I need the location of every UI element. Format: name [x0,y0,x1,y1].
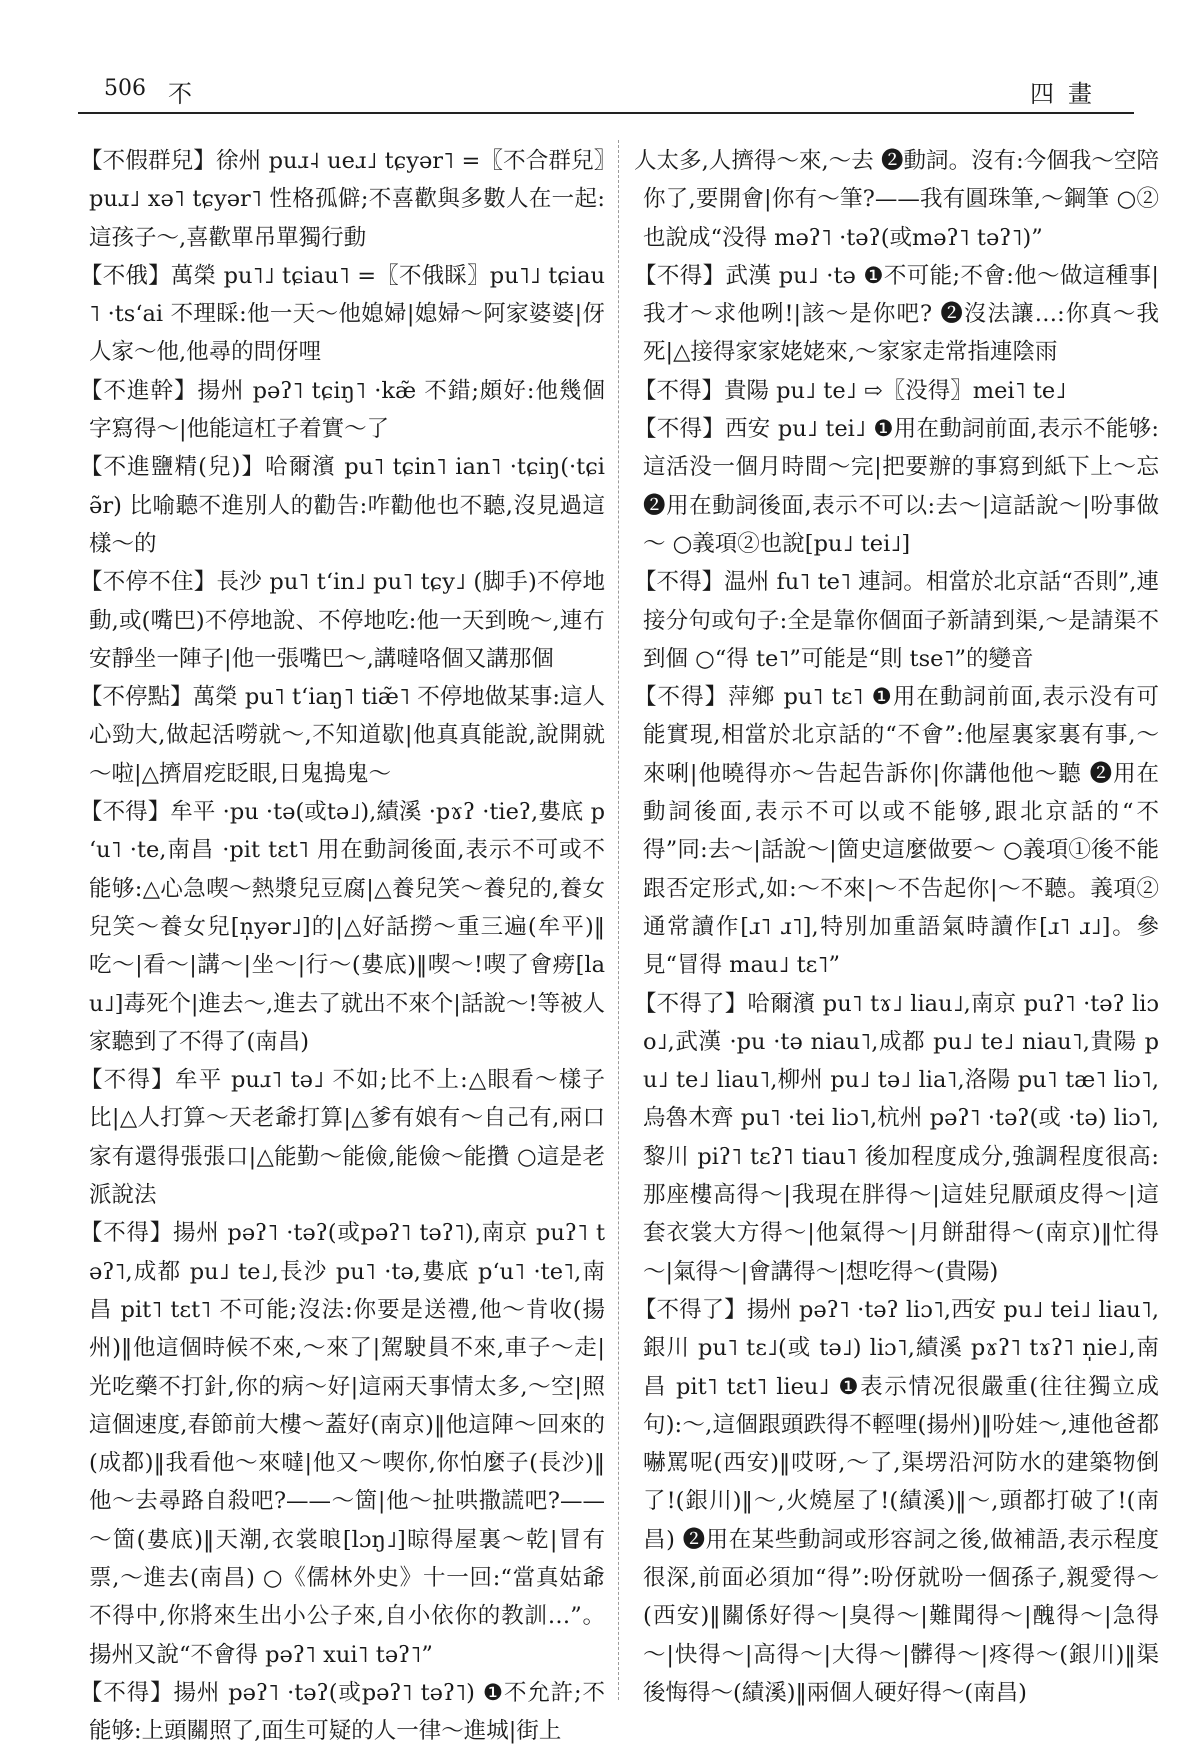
dictionary-entry: 【不得】牟平 puɹ˥ tə˩ 不如;比不上:△眼看～樣子比|△人打算～天老爺打算|△爹有娘有～自己有,兩口家有還得張張口|△能勤～能儉,能儉～能攢 ○這是老派說法 [80,1067,605,1209]
section-title: 四畫 [1030,80,1106,108]
dictionary-entry: 人太多,人擠得～來,～去 ❷動詞。沒有:今個我～空陪你了,要開會|你有～筆?——我有圓珠筆,～鋼筆 ○②也說成“没得 məʔ˥ ·təʔ(或məʔ˥ təʔ˥)” [634,148,1159,251]
dictionary-entry: 【不得了】揚州 pəʔ˥ ·təʔ liɔ˥,西安 pu˩ tei˩ liau˥,銀川 pu˥ tɛ˩(或 tə˩) liɔ˥,績溪 pɤʔ˥ tɤʔ˥ n̩ie˩,南昌 pit˥ tɛt˥ lieu˩ ❶表示情况很嚴重(往往獨立成句):～,這個跟頭跌得不輕哩(揚州)‖吩娃～,連他爸都嚇罵呢(西安)‖哎呀,～了,渠塄沿河防水的建築物倒了!(銀川)‖～,火燒屋了!(績溪)‖～,頭都打破了!(南昌) ❷用在某些動詞或形容詞之後,做補語,表示程度很深,前面必須加“得”:吩伢就吩一個孫子,親愛得～(西安)‖關係好得～|臭得～|難聞得～|醜得～|急得～|快得～|高得～|大得～|髒得～|疼得～(銀川)‖渠後悔得～(績溪)‖兩個人硬好得～(南昌) [634,1296,1159,1706]
dictionary-entry: 【不得】揚州 pəʔ˥ ·təʔ(或pəʔ˥ təʔ˥),南京 puʔ˥ təʔ˥,成都 pu˩ te˩,長沙 pu˥ ·tə,婁底 pʻu˥ ·te˥,南昌 pit˥ tɛt˥ 不可能;沒法:你要是送禮,他～肯收(揚州)‖他這個時候不來,～來了|駕駛員不來,車子～走|光吃藥不打針,你的病～好|這兩天事情太多,～空|照這個速度,春節前大樓～蓋好(南京)‖他這陣～回來的(成都)‖我看他～來噠|他又～喫你,你怕麼子(長沙)‖他～去尋路自殺吧?——～箇|他～扯哄撒謊吧?——～箇(婁底)‖天潮,衣裳㫰[lɔŋ˩]晾得屋裏～乾|冒有票,～進去(南昌) ○《儒林外史》十一回:“當真姑爺不得中,你將來生出小公子來,自小依你的教訓…”。揚州又說“不會得 pəʔ˥ xui˥ təʔ˥” [80,1220,605,1668]
dictionary-entry: 【不停點】萬榮 pu˥ tʻiaŋ˥ tiæ̃˥ 不停地做某事:這人心勁大,做起活嘮就～,不知道歇|他真真能說,說開就～啦|△擠眉疙眨眼,日鬼搗鬼～ [80,684,605,787]
dictionary-entry: 【不進幹】揚州 pəʔ˥ tɕiŋ˥ ·kæ̃ 不錯;頗好:他幾個字寫得～|他能這杠子着實～了 [80,377,605,443]
left-column [80,142,605,1750]
dictionary-entry: 【不得】牟平 ·pu ·tə(或tə˩),績溪 ·pɤʔ ·tieʔ,婁底 pʻu˥ ·te,南昌 ·pit tɛt˥ 用在動詞後面,表示不可或不能够:△心急喫～熱漿兒豆腐|△養兒笑～養兒的,養女兒笑～養女兒[n̩yər˩]的|△好話撈～重三遍(牟平)‖吃～|看～|講～|坐～|行～(婁底)‖喫～!喫了會痨[lau˩]毒死个|進去～,進去了就出不來个|話說～!等被人家聽到了不得了(南昌) [80,799,605,1055]
dictionary-entry: 【不得】西安 pu˩ tei˩ ❶用在動詞前面,表示不能够:這活没一個月時間～完|把要辦的事寫到紙下上～忘 ❷用在動詞後面,表示不可以:去～|這話說～|吩事做～ ○義項②也說[pu˩ tei˩] [634,416,1159,557]
dictionary-entry: 【不得】温州 fu˥ te˥ 連詞。相當於北京話“否則”,連接分句或句子:全是靠你個面子新請到渠,～是請渠不到個 ○“得 te˥”可能是“則 tse˥”的變音 [634,569,1159,672]
dictionary-entry: 【不俄】萬榮 pu˥˩ tɕiau˥ =〖不俄睬〗pu˥˩ tɕiau˥ ·tsʻai 不理睬:他一天～他媳婦|媳婦～阿家婆婆|伢人家～他,他尋的問伢哩 [80,262,605,366]
dictionary-entry: 【不得】貴陽 pu˩ te˩ ⇨〖没得〗mei˥ te˩ [634,377,1067,404]
dictionary-entry: 【不得】揚州 pəʔ˥ ·təʔ(或pəʔ˥ təʔ˥) ❶不允許;不能够:上頭關照了,面生可疑的人一律～進城|街上 [80,1679,605,1745]
dictionary-entry: 【不進鹽精(兒)】哈爾濱 pu˥ tɕin˥ ian˥ ·tɕiŋ(·tɕiə̃r) 比喻聽不進別人的勸告:咋勸他也不聽,沒見過這樣～的 [80,454,605,557]
head-character: 不 [168,80,192,108]
dictionary-entry: 【不得了】哈爾濱 pu˥ tɤ˩ liau˩,南京 puʔ˥ ·təʔ liɔo˩,武漢 ·pu ·tə niau˥,成都 pu˩ te˩ niau˥,貴陽 pu˩ te˩ liau˥,柳州 pu˩ tə˩ lia˥,洛陽 pu˥ tæ˥ liɔ˥,烏魯木齊 pu˥ ·tei liɔ˥,杭州 pəʔ˥ ·təʔ(或 ·tə) liɔ˥,黎川 piʔ˥ tɛʔ˥ tiau˥ 後加程度成分,強調程度很高:那座樓高得～|我現在胖得～|這娃兒厭頑皮得～|這套衣裳大方得～|他氣得～|月餅甜得～(南京)‖忙得～|氣得～|會講得～|想吃得～(貴陽) [634,990,1159,1285]
dictionary-entry: 【不停不住】長沙 pu˥ tʻin˩ pu˥ tɕy˩ (脚手)不停地動,或(嘴巴)不停地說、不停地吃:他一天到晚～,連冇安靜坐一陣子|他一張嘴巴～,講噠咯個又講那個 [80,569,605,672]
dictionary-entry: 【不假群兒】徐州 puɹ˨ ueɹ˩ tɕyər˥ =〖不合群兒〗puɹ˩ xə˥ tɕyər˥ 性格孤僻;不喜歡與多數人在一起:這孩子～,喜歡單吊單獨行動 [80,148,605,251]
dictionary-entry: 【不得】武漢 pu˩ ·tə ❶不可能;不會:他～做這種事|我才～求他咧!|該～是你吧? ❷沒法讓…:你真～我死|△接得家家姥姥來,～家家走常指連陰雨 [634,262,1159,366]
page-header [78,70,1134,114]
page-number: 506 [104,76,146,101]
column-divider [618,140,620,1700]
right-column [634,142,1159,1712]
dictionary-entry: 【不得】萍鄉 pu˥ tɛ˥ ❶用在動詞前面,表示没有可能實現,相當於北京話的“不會”:他屋裏家裏有事,～來唎|他曉得亦～告起告訴你|你講他他～聽 ❷用在動詞後面,表示不可以或不能够,跟北京話的“不得”同:去～|話說～|箇史這麼做要～ ○義項①後不能跟否定形式,如:～不來|～不告起你|～不聽。義項②通常讀作[ɹ˥ ɹ˥],特別加重語氣時讀作[ɹ˥ ɹ˩]。參見“冒得 mau˩ tɛ˥” [634,684,1159,979]
